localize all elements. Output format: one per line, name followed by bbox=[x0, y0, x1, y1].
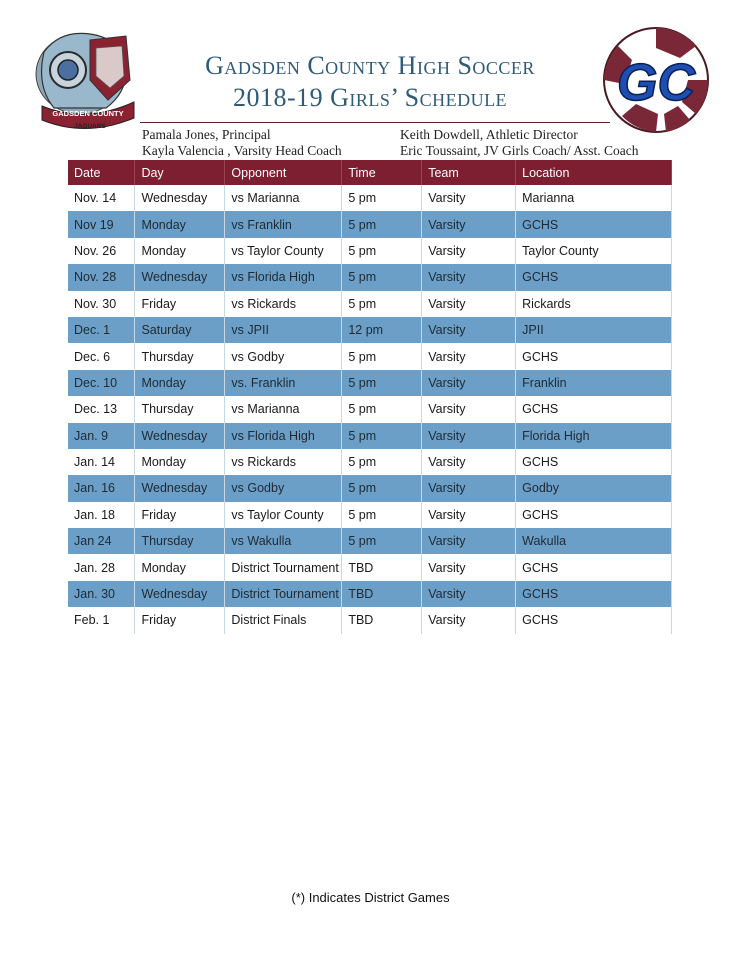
cell-location: GCHS bbox=[516, 449, 672, 475]
cell-day: Thursday bbox=[135, 528, 225, 554]
cell-date: Jan. 30 bbox=[68, 581, 135, 607]
cell-location: GCHS bbox=[516, 581, 672, 607]
cell-date: Feb. 1 bbox=[68, 607, 135, 633]
cell-location: Godby bbox=[516, 475, 672, 501]
cell-opponent: vs Taylor County bbox=[225, 238, 342, 264]
title-line-2: 2018-19 Girls’ Schedule bbox=[232, 83, 508, 112]
header-team: Team bbox=[422, 160, 516, 185]
cell-location: Florida High bbox=[516, 423, 672, 449]
table-row bbox=[68, 185, 672, 211]
header-location: Location bbox=[516, 160, 672, 185]
cell-opponent: vs. Franklin bbox=[225, 370, 342, 396]
cell-team: Varsity bbox=[422, 607, 516, 633]
cell-location: Taylor County bbox=[516, 238, 672, 264]
cell-date: Nov. 26 bbox=[68, 238, 135, 264]
table-row bbox=[68, 343, 672, 369]
table-row bbox=[68, 211, 672, 237]
cell-opponent: vs Godby bbox=[225, 343, 342, 369]
table-row bbox=[68, 317, 672, 343]
title-line-1: Gadsden County High Soccer bbox=[205, 51, 535, 80]
cell-location: Franklin bbox=[516, 370, 672, 396]
cell-day: Monday bbox=[135, 449, 225, 475]
cell-time: 5 pm bbox=[342, 291, 422, 317]
soccer-ball-icon bbox=[600, 24, 712, 136]
header-opponent: Opponent bbox=[225, 160, 342, 185]
cell-location: GCHS bbox=[516, 264, 672, 290]
cell-opponent: vs Rickards bbox=[225, 449, 342, 475]
title-divider bbox=[140, 122, 610, 123]
cell-day: Monday bbox=[135, 554, 225, 580]
cell-day: Wednesday bbox=[135, 264, 225, 290]
cell-day: Monday bbox=[135, 370, 225, 396]
header-time: Time bbox=[342, 160, 422, 185]
cell-day: Thursday bbox=[135, 343, 225, 369]
cell-time: 5 pm bbox=[342, 396, 422, 422]
cell-team: Varsity bbox=[422, 343, 516, 369]
cell-day: Friday bbox=[135, 291, 225, 317]
cell-day: Thursday bbox=[135, 396, 225, 422]
cell-time: 5 pm bbox=[342, 211, 422, 237]
cell-day: Wednesday bbox=[135, 475, 225, 501]
cell-date: Nov. 30 bbox=[68, 291, 135, 317]
cell-time: TBD bbox=[342, 554, 422, 580]
cell-time: TBD bbox=[342, 581, 422, 607]
staff-left bbox=[142, 127, 342, 159]
cell-date: Dec. 13 bbox=[68, 396, 135, 422]
cell-team: Varsity bbox=[422, 449, 516, 475]
cell-date: Nov. 14 bbox=[68, 185, 135, 211]
cell-opponent: District Finals bbox=[225, 607, 342, 633]
schedule-body bbox=[68, 185, 672, 634]
staff-right bbox=[400, 127, 639, 159]
cell-team: Varsity bbox=[422, 238, 516, 264]
cell-day: Monday bbox=[135, 211, 225, 237]
cell-opponent: District Tournament bbox=[225, 581, 342, 607]
cell-team: Varsity bbox=[422, 264, 516, 290]
cell-time: 5 pm bbox=[342, 423, 422, 449]
header-date: Date bbox=[68, 160, 135, 185]
cell-team: Varsity bbox=[422, 317, 516, 343]
cell-date: Jan 24 bbox=[68, 528, 135, 554]
cell-day: Wednesday bbox=[135, 581, 225, 607]
cell-opponent: vs Marianna bbox=[225, 396, 342, 422]
table-row bbox=[68, 370, 672, 396]
cell-date: Jan. 14 bbox=[68, 449, 135, 475]
cell-day: Monday bbox=[135, 238, 225, 264]
cell-time: 5 pm bbox=[342, 370, 422, 396]
cell-team: Varsity bbox=[422, 581, 516, 607]
cell-opponent: vs Taylor County bbox=[225, 502, 342, 528]
cell-time: 5 pm bbox=[342, 238, 422, 264]
table-row bbox=[68, 264, 672, 290]
cell-team: Varsity bbox=[422, 291, 516, 317]
cell-day: Saturday bbox=[135, 317, 225, 343]
footnote: (*) Indicates District Games bbox=[291, 890, 450, 905]
cell-date: Nov 19 bbox=[68, 211, 135, 237]
table-row bbox=[68, 449, 672, 475]
cell-team: Varsity bbox=[422, 185, 516, 211]
svg-text:JAGUARS: JAGUARS bbox=[74, 123, 106, 130]
cell-time: 5 pm bbox=[342, 475, 422, 501]
cell-location: GCHS bbox=[516, 211, 672, 237]
table-row bbox=[68, 502, 672, 528]
cell-team: Varsity bbox=[422, 475, 516, 501]
table-row bbox=[68, 554, 672, 580]
table-row bbox=[68, 475, 672, 501]
cell-location: GCHS bbox=[516, 502, 672, 528]
cell-opponent: vs Franklin bbox=[225, 211, 342, 237]
table-row bbox=[68, 423, 672, 449]
table-row bbox=[68, 581, 672, 607]
table-header-row bbox=[68, 160, 672, 185]
cell-location: GCHS bbox=[516, 396, 672, 422]
cell-location: GCHS bbox=[516, 343, 672, 369]
cell-day: Friday bbox=[135, 607, 225, 633]
cell-location: Marianna bbox=[516, 185, 672, 211]
header-day: Day bbox=[135, 160, 225, 185]
cell-opponent: vs Rickards bbox=[225, 291, 342, 317]
cell-day: Friday bbox=[135, 502, 225, 528]
schedule-table bbox=[68, 160, 672, 634]
table-row bbox=[68, 528, 672, 554]
cell-team: Varsity bbox=[422, 396, 516, 422]
page-title bbox=[140, 50, 600, 114]
cell-date: Jan. 28 bbox=[68, 554, 135, 580]
cell-date: Jan. 16 bbox=[68, 475, 135, 501]
cell-opponent: vs JPII bbox=[225, 317, 342, 343]
svg-text:GC: GC bbox=[617, 54, 695, 112]
cell-opponent: vs Florida High bbox=[225, 264, 342, 290]
table-row bbox=[68, 396, 672, 422]
cell-date: Nov. 28 bbox=[68, 264, 135, 290]
cell-date: Dec. 10 bbox=[68, 370, 135, 396]
cell-time: 5 pm bbox=[342, 502, 422, 528]
cell-date: Jan. 18 bbox=[68, 502, 135, 528]
cell-time: 12 pm bbox=[342, 317, 422, 343]
cell-time: TBD bbox=[342, 607, 422, 633]
staff-head-coach: Kayla Valencia , Varsity Head Coach bbox=[142, 143, 342, 158]
cell-date: Dec. 1 bbox=[68, 317, 135, 343]
cell-opponent: District Tournament bbox=[225, 554, 342, 580]
table-row bbox=[68, 238, 672, 264]
cell-date: Jan. 9 bbox=[68, 423, 135, 449]
cell-location: Wakulla bbox=[516, 528, 672, 554]
jaguar-crest-icon bbox=[30, 22, 142, 134]
cell-opponent: vs Godby bbox=[225, 475, 342, 501]
cell-time: 5 pm bbox=[342, 528, 422, 554]
cell-team: Varsity bbox=[422, 502, 516, 528]
table-row bbox=[68, 607, 672, 633]
cell-team: Varsity bbox=[422, 528, 516, 554]
cell-location: Rickards bbox=[516, 291, 672, 317]
cell-day: Wednesday bbox=[135, 423, 225, 449]
cell-time: 5 pm bbox=[342, 264, 422, 290]
cell-time: 5 pm bbox=[342, 343, 422, 369]
cell-location: GCHS bbox=[516, 607, 672, 633]
svg-text:GADSDEN COUNTY: GADSDEN COUNTY bbox=[52, 109, 124, 118]
cell-day: Wednesday bbox=[135, 185, 225, 211]
cell-team: Varsity bbox=[422, 423, 516, 449]
cell-date: Dec. 6 bbox=[68, 343, 135, 369]
cell-team: Varsity bbox=[422, 554, 516, 580]
table-row bbox=[68, 291, 672, 317]
staff-principal: Pamala Jones, Principal bbox=[142, 127, 271, 142]
cell-opponent: vs Wakulla bbox=[225, 528, 342, 554]
cell-opponent: vs Marianna bbox=[225, 185, 342, 211]
staff-jv-coach: Eric Toussaint, JV Girls Coach/ Asst. Coach bbox=[400, 143, 639, 158]
cell-team: Varsity bbox=[422, 211, 516, 237]
cell-location: JPII bbox=[516, 317, 672, 343]
cell-location: GCHS bbox=[516, 554, 672, 580]
cell-team: Varsity bbox=[422, 370, 516, 396]
cell-time: 5 pm bbox=[342, 185, 422, 211]
cell-opponent: vs Florida High bbox=[225, 423, 342, 449]
staff-athletic-director: Keith Dowdell, Athletic Director bbox=[400, 127, 578, 142]
cell-time: 5 pm bbox=[342, 449, 422, 475]
